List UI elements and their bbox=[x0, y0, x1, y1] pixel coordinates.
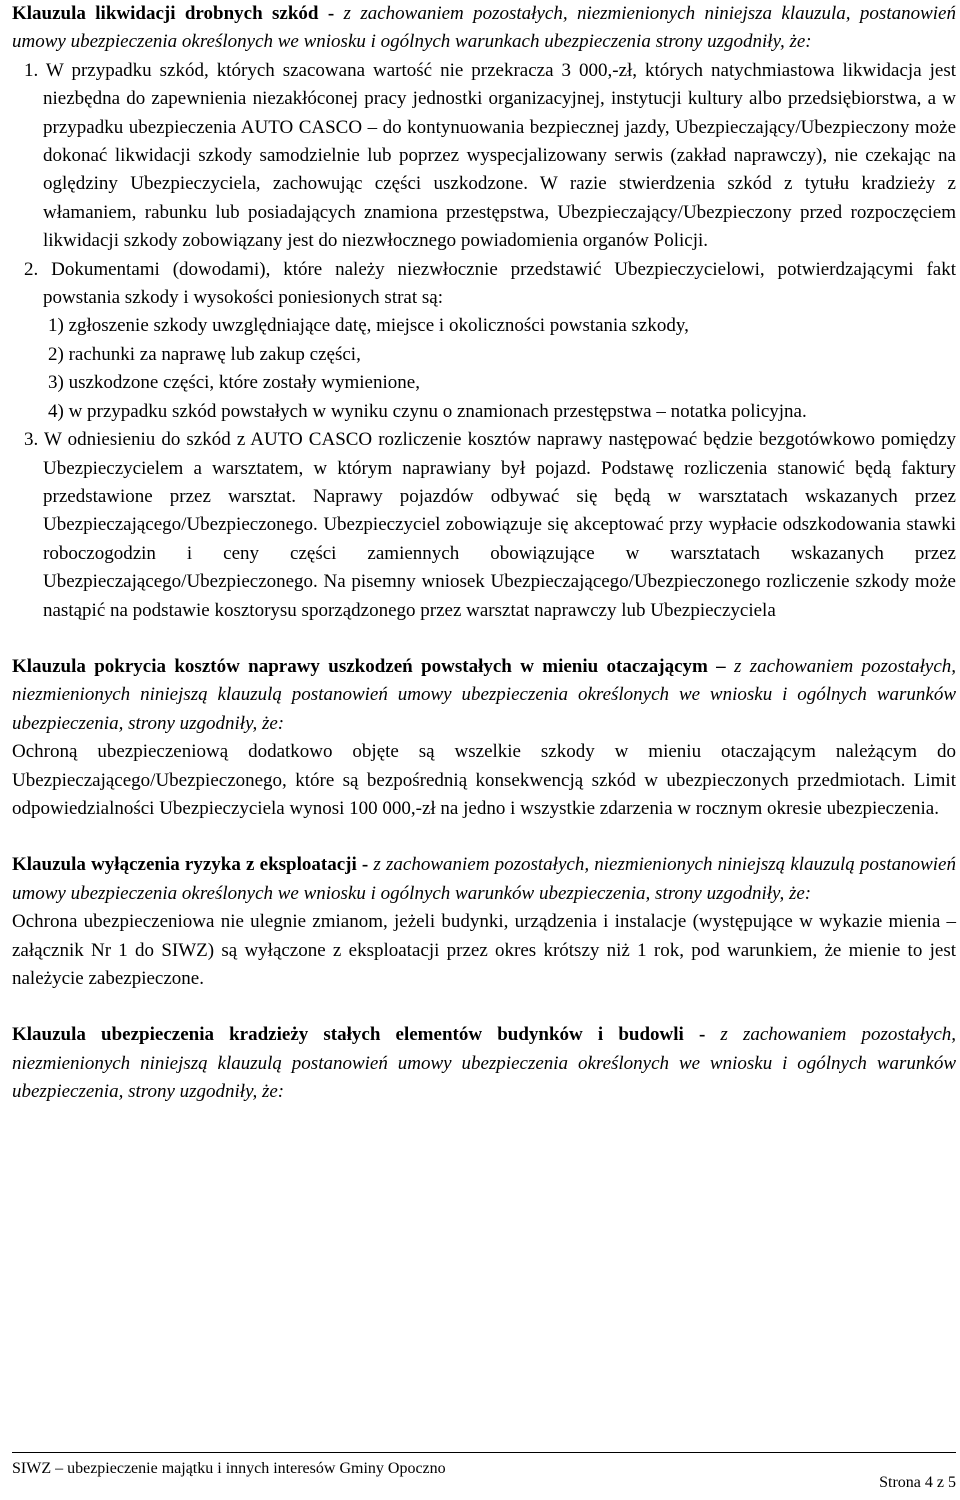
clause-surrounding-property bbox=[12, 653, 956, 738]
clause-intro: z zachowaniem pozostałych, niezmienionych niniejsza klauzula, postanowień umowy ubezpieczenia określonych we wniosku i ogólnych warunkach ubezpieczenia strony uzgodniły, że: bbox=[12, 3, 956, 53]
footer-text: SIWZ – ubezpieczenie majątku i innych interesów Gminy Opoczno bbox=[12, 1460, 446, 1477]
clause-intro: z zachowaniem pozostałych, niezmienionych niniejszą klauzulą postanowień umowy ubezpieczenia określonych we wniosku i ogólnych warunków ubezpieczenia, strony uzgodniły, że: bbox=[12, 1024, 956, 1103]
clause-point-3: 3. W odniesieniu do szkód z AUTO CASCO rozliczenie kosztów naprawy następować będzie bezgotówkowo pomiędzy Ubezpieczycielem a warsztatem, w którym naprawiany był pojazd. Podstawę rozliczenia stanowić będą faktury przedstawione przez warsztat. Naprawy pojazdów odbywać się będą w warsztatach wskazanych przez Ubezpieczającego/Ubezpieczonego. Ubezpieczyciel zobowiązuje się akceptować przy wypłacie odszkodowania stawki roboczogodzin i ceny części zamiennych obowiązujące w warsztatach wskazanych przez Ubezpieczającego/Ubezpieczonego. Na pisemny wniosek Ubezpieczającego/Ubezpieczonego rozliczenie szkody może nastąpić na podstawie kosztorysu sporządzonego przez warsztat naprawczy lub Ubezpieczyciela bbox=[24, 429, 956, 621]
clause-small-damages bbox=[12, 0, 956, 57]
clause-intro: z zachowaniem pozostałych, niezmienionych niniejszą klauzulą postanowień umowy ubezpieczenia określonych we wniosku i ogólnych warunków ubezpieczenia, strony uzgodniły, że: bbox=[12, 655, 956, 734]
clause-intro: z zachowaniem pozostałych, niezmienionych niniejszą klauzulą postanowień umowy ubezpieczenia określonych we wniosku i ogólnych warunków ubezpieczenia, strony uzgodniły, że: bbox=[12, 854, 956, 904]
page-number: Strona 4 z 5 bbox=[879, 1474, 956, 1491]
clause-title: Klauzula ubezpieczenia kradzieży stałych elementów budynków i budowli - bbox=[12, 1024, 706, 1046]
clause-subpoint-2: 2) rachunki za naprawę lub zakup części, bbox=[48, 343, 361, 365]
clause-title: Klauzula pokrycia kosztów naprawy uszkodzeń powstałych w mieniu otaczającym – bbox=[12, 655, 726, 677]
clause-title: Klauzula wyłączenia ryzyka z eksploatacji - bbox=[12, 854, 369, 876]
clause-point-1: 1. W przypadku szkód, których szacowana wartość nie przekracza 3 000,-zł, których natychmiastowa likwidacja jest niezbędna do zapewnienia niezakłóconej pracy jednostki organizacyjnej, instytucji kultury albo przedsiębiorstwa, a w przypadku ubezpieczenia AUTO CASCO – do kontynuowania bezpiecznej jazdy, Ubezpieczający/Ubezpieczony może dokonać likwidacji szkody samodzielnie lub poprzez wyspecjalizowany serwis (zakład naprawczy), nie czekając na oględziny Ubezpieczyciela, zachowując części uszkodzone. W razie stwierdzenia szkód z tytułu kradzieży z włamaniem, rabunku lub posiadających znamiona przestępstwa, Ubezpieczający/Ubezpieczony przed rozpoczęciem likwidacji szkody zobowiązany jest do niezwłocznego powiadomienia organów Policji. bbox=[24, 59, 956, 252]
clause-body: Ochrona ubezpieczeniowa nie ulegnie zmianom, jeżeli budynki, urządzenia i instalacje (występujące w wykazie mienia – załącznik Nr 1 do SIWZ) są wyłączone z eksploatacji przez okres krótszy niż 1 rok, pod warunkiem, że mienie to jest należycie zabezpieczone. bbox=[12, 911, 956, 989]
clause-exploitation-exclusion bbox=[12, 851, 956, 908]
clause-subpoint-3: 3) uszkodzone części, które zostały wymienione, bbox=[48, 372, 420, 394]
page-footer bbox=[12, 1452, 956, 1479]
clause-subpoint-1: 1) zgłoszenie szkody uwzględniające datę, miejsce i okoliczności powstania szkody, bbox=[48, 315, 689, 337]
clause-title: Klauzula likwidacji drobnych szkód - bbox=[12, 3, 335, 24]
clause-body: Ochroną ubezpieczeniową dodatkowo objęte są wszelkie szkody w mieniu otaczającym należącym do Ubezpieczającego/Ubezpieczonego, które są bezpośrednią konsekwencją szkód w ubezpieczonych przedmiotach. Limit odpowiedzialności Ubezpieczyciela wynosi 100 000,-zł na jedno i wszystkie zdarzenia w rocznym okresie ubezpieczenia. bbox=[12, 741, 956, 819]
clause-theft-building-elements bbox=[12, 1021, 956, 1106]
document-page bbox=[12, 0, 956, 1107]
clause-point-2: 2. Dokumentami (dowodami), które należy niezwłocznie przedstawić Ubezpieczycielowi, potwierdzającymi fakt powstania szkody i wysokości poniesionych strat są: bbox=[24, 258, 956, 309]
clause-subpoint-4: 4) w przypadku szkód powstałych w wyniku czynu o znamionach przestępstwa – notatka policyjna. bbox=[48, 400, 807, 422]
